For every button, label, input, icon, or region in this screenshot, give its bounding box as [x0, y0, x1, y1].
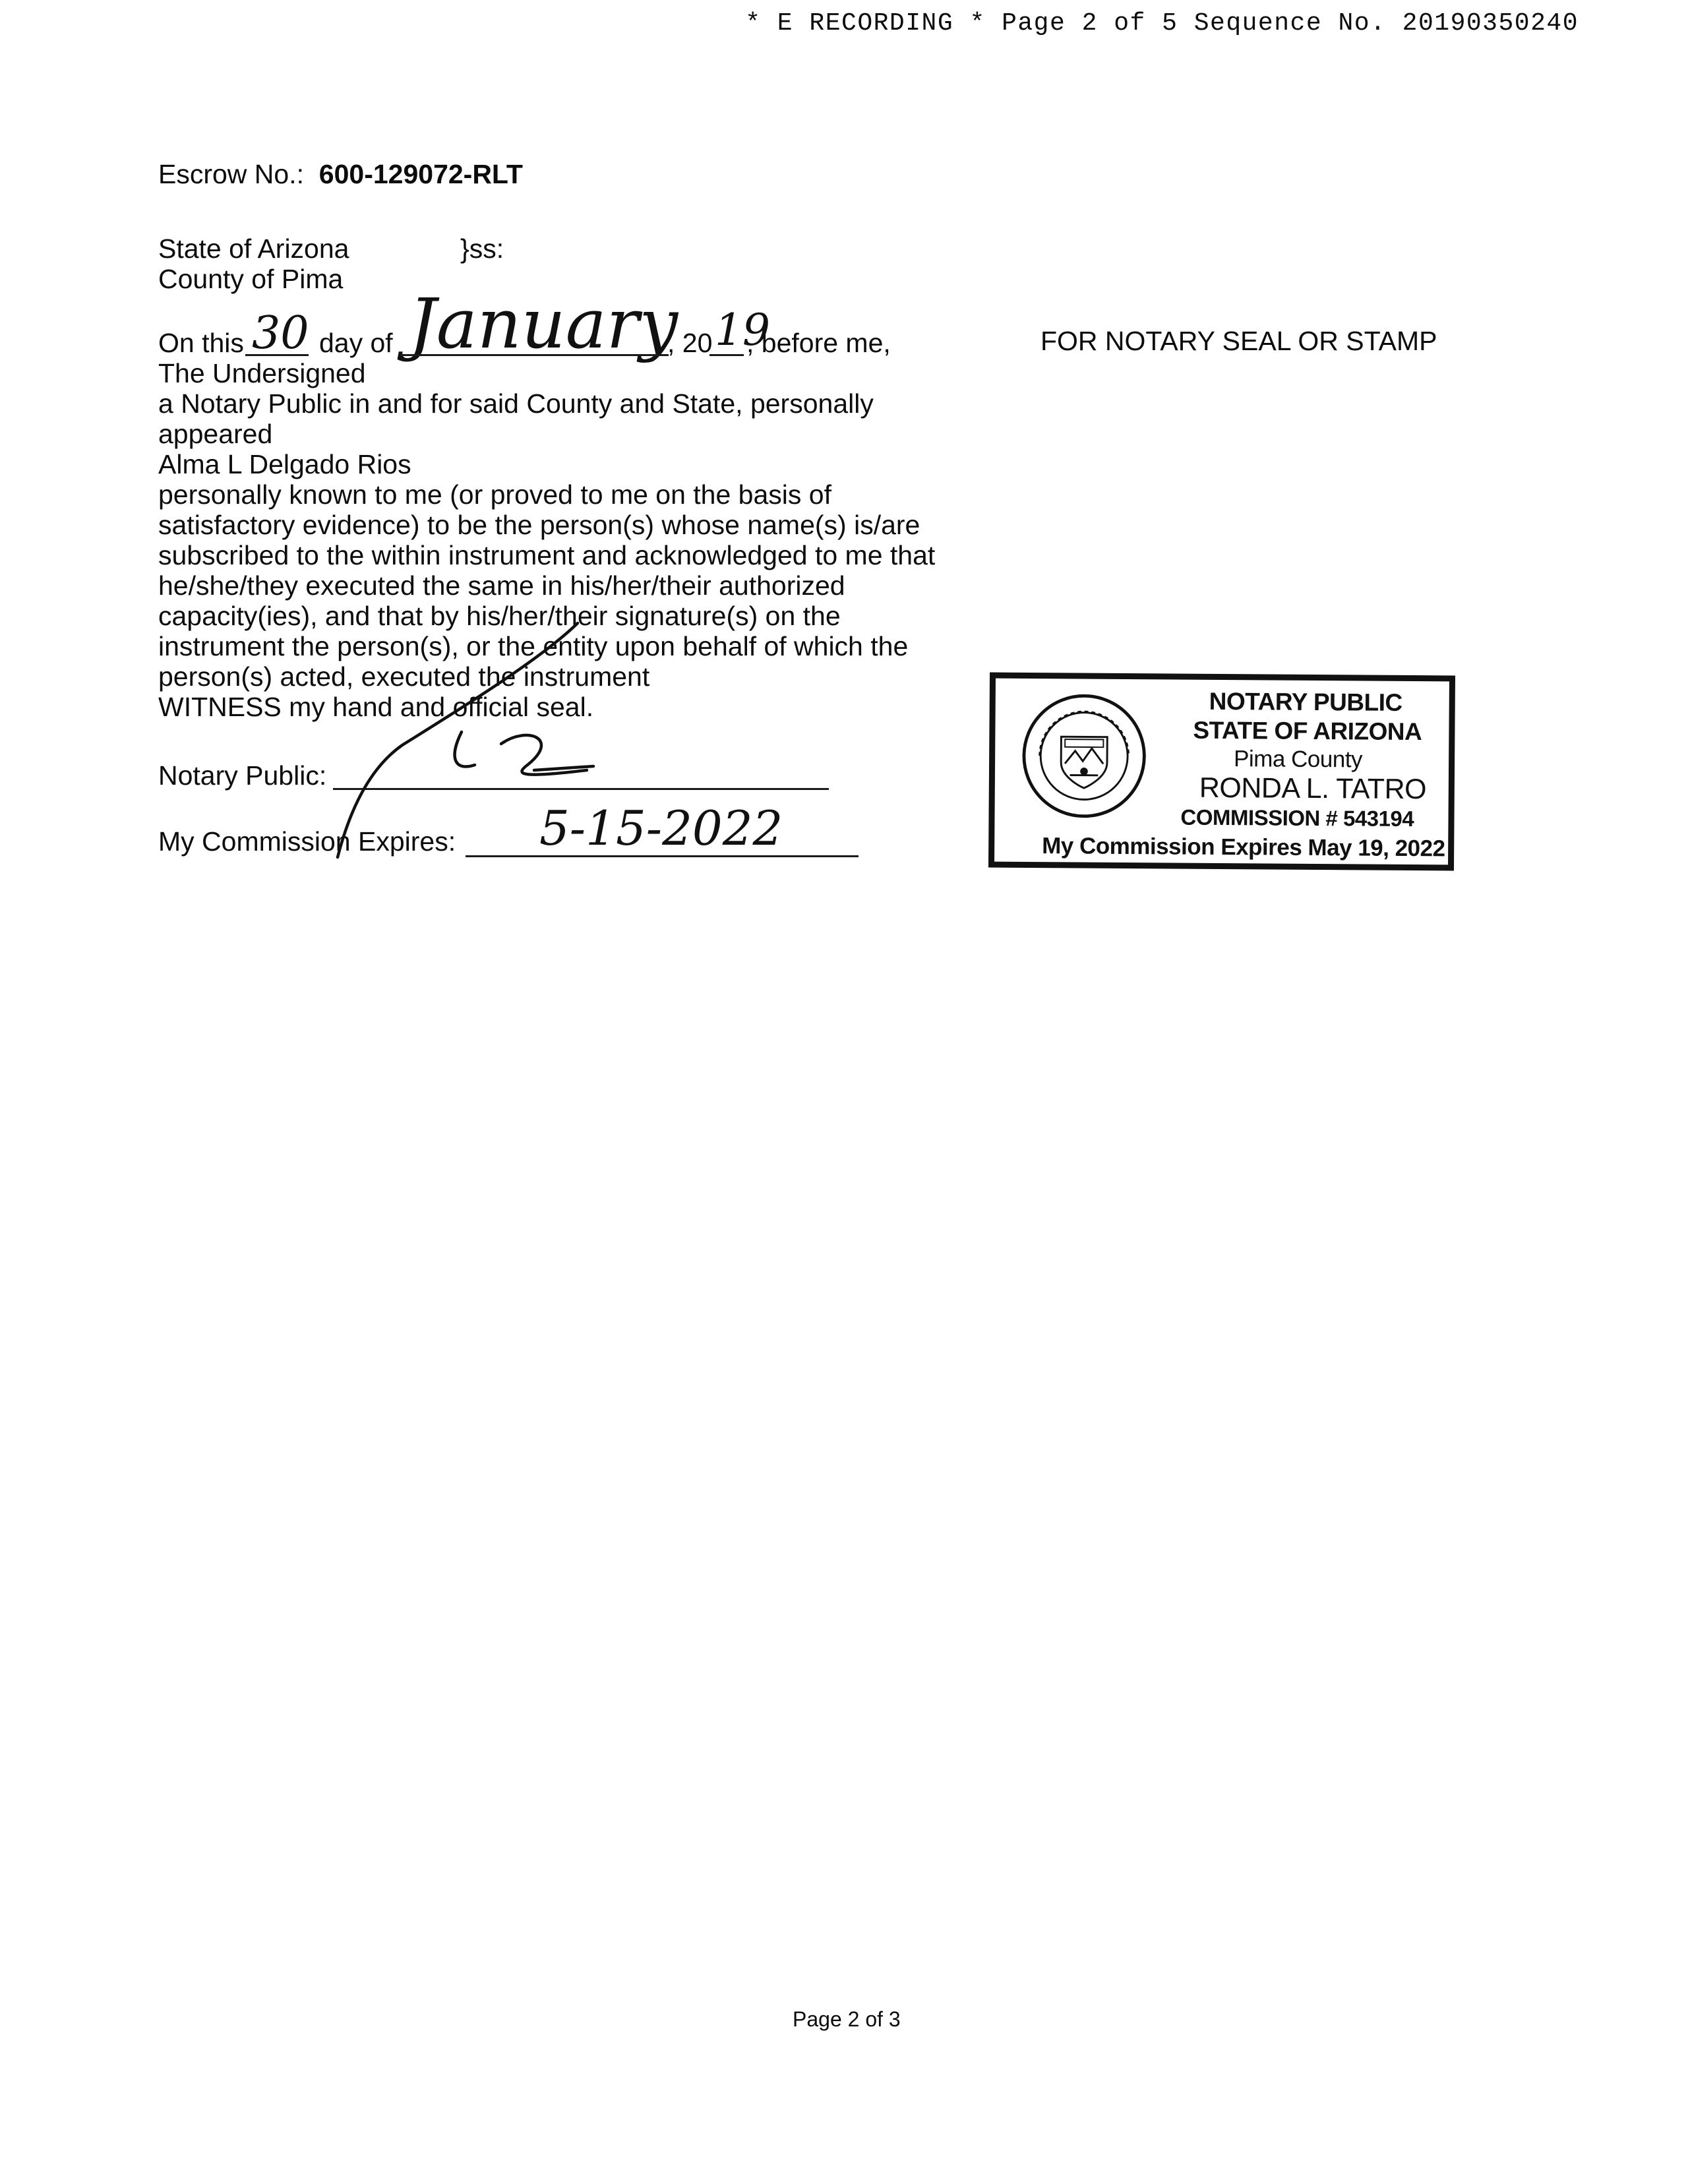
body-line: personally known to me (or proved to me on the basis of	[158, 479, 831, 510]
before-me-label: , before me,	[746, 328, 891, 358]
recording-header: * E RECORDING * Page 2 of 5 Sequence No. 20190350240	[745, 9, 1579, 38]
page-footer: Page 2 of 3	[793, 2007, 901, 2031]
on-this-label: On this	[158, 328, 244, 358]
handwritten-day: 30	[252, 307, 309, 359]
escrow-number: 600-129072-RLT	[318, 159, 523, 189]
body-line: capacity(ies), and that by his/her/their signature(s) on the	[158, 601, 841, 631]
body-line: satisfactory evidence) to be the person(s) whose name(s) is/are	[158, 510, 920, 540]
venue-state: State of Arizona	[158, 233, 349, 264]
witness-line: WITNESS my hand and official seal.	[158, 692, 594, 722]
body-line: instrument the person(s), or the entity upon behalf of which the	[158, 631, 909, 661]
body-line: he/she/they executed the same in his/her/their authorized	[158, 570, 845, 601]
venue-ss: }ss:	[460, 233, 504, 264]
notary-stamp	[988, 673, 1455, 871]
handwritten-year: 19	[715, 305, 770, 355]
year-prefix: , 20	[667, 328, 713, 358]
day-of-label: day of	[319, 328, 393, 358]
stamp-commission-number: COMMISSION # 543194	[1180, 804, 1414, 832]
stamp-expiration: My Commission Expires May 19, 2022	[1042, 833, 1445, 862]
officer-line: The Undersigned	[158, 358, 366, 388]
stamp-title: NOTARY PUBLIC	[1209, 687, 1402, 716]
escrow-label: Escrow No.:	[158, 159, 304, 189]
stamp-notary-name: RONDA L. TATRO	[1199, 772, 1427, 806]
stamp-state: STATE OF ARIZONA	[1193, 716, 1422, 746]
commission-label: My Commission Expires:	[158, 826, 456, 857]
body-line: subscribed to the within instrument and acknowledged to me that	[158, 540, 936, 570]
arizona-seal-icon	[1019, 692, 1148, 820]
notary-line-1: a Notary Public in and for said County and State, personally	[158, 388, 874, 419]
notary-public-label: Notary Public:	[158, 760, 327, 791]
stamp-county: Pima County	[1233, 746, 1363, 773]
seal-area-label: FOR NOTARY SEAL OR STAMP	[1040, 326, 1437, 356]
handwritten-month: January	[409, 284, 678, 364]
notary-line-2: appeared	[158, 419, 273, 449]
body-line: person(s) acted, executed the instrument	[158, 661, 650, 692]
handwritten-commission-date: 5-15-2022	[539, 801, 783, 856]
signer-name: Alma L Delgado Rios	[158, 449, 411, 479]
venue-county: County of Pima	[158, 264, 344, 294]
